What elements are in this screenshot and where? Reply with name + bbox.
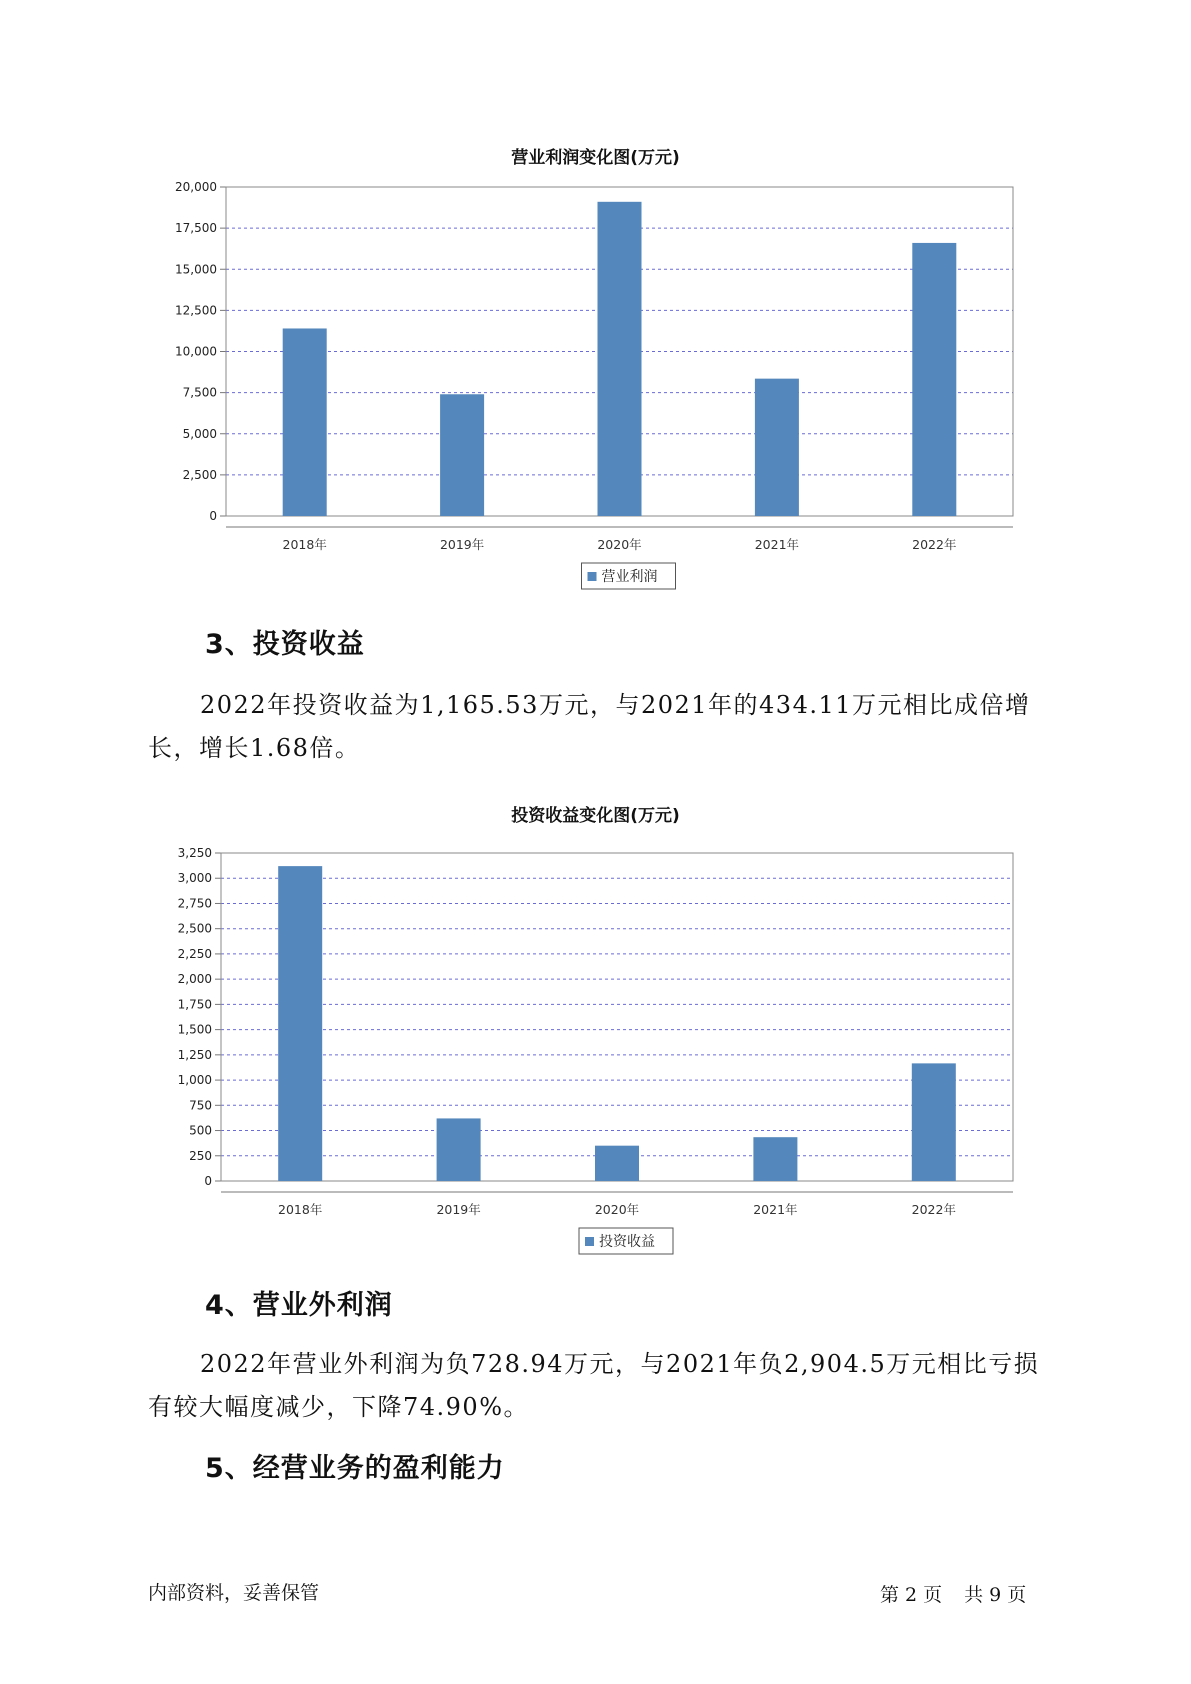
y-tick-label: 1,250	[177, 1047, 212, 1062]
x-tick-label: 2018年	[282, 537, 327, 552]
y-tick-label: 750	[189, 1098, 212, 1113]
y-tick-label: 2,250	[177, 946, 212, 961]
x-tick-label: 2019年	[439, 537, 485, 552]
y-tick-label: 10,000	[175, 344, 217, 359]
x-tick-label: 2018年	[278, 1202, 323, 1217]
footer-page-suffix: 页	[923, 1584, 943, 1606]
legend-label: 投资收益	[599, 1234, 655, 1250]
x-tick-label: 2020年	[597, 537, 642, 552]
chart-title-operating-profit: 营业利润变化图(万元)	[511, 148, 680, 168]
y-tick-label: 2,500	[177, 921, 212, 936]
section-heading-non-operating-profit: 4、营业外利润	[205, 1290, 393, 1321]
footer-total-prefix: 共	[964, 1584, 984, 1606]
y-tick-label: 500	[189, 1123, 212, 1138]
x-tick-label: 2021年	[753, 1202, 798, 1217]
bar	[753, 1137, 797, 1181]
y-tick-label: 20,000	[175, 180, 217, 194]
chart-title-investment-income: 投资收益变化图(万元)	[511, 806, 680, 826]
footer-page-prefix: 第	[880, 1584, 900, 1606]
y-tick-label: 3,000	[177, 871, 212, 886]
paragraph-non-operating-profit: 2022年营业外利润为负728.94万元，与2021年负2,904.5万元相比亏损有较大幅度减少，下降74.90%。	[148, 1350, 1040, 1421]
section-heading-investment-income: 3、投资收益	[205, 629, 365, 660]
legend-label: 营业利润	[601, 569, 658, 585]
x-tick-label: 2020年	[594, 1202, 640, 1217]
chart-operating-profit	[0, 160, 1191, 600]
x-tick-label: 2019年	[436, 1202, 481, 1217]
bar	[595, 1146, 639, 1181]
y-tick-label: 250	[189, 1148, 212, 1163]
bar	[283, 328, 327, 516]
y-tick-label: 1,750	[177, 997, 212, 1012]
y-tick-label: 3,250	[177, 846, 212, 860]
footer-confidential-note: 内部资料，妥善保管	[148, 1582, 320, 1604]
plot-frame	[221, 853, 1013, 1181]
x-tick-label: 2022年	[912, 537, 957, 552]
x-tick-label: 2022年	[911, 1202, 956, 1217]
y-tick-label: 17,500	[175, 221, 217, 236]
y-tick-label: 2,500	[182, 467, 217, 482]
y-tick-label: 0	[209, 509, 217, 523]
chart-investment-income	[0, 830, 1191, 1270]
y-tick-label: 1,500	[177, 1022, 212, 1037]
y-tick-label: 2,750	[177, 896, 212, 911]
footer-total-pages: 9	[989, 1584, 1002, 1606]
y-tick-label: 2,000	[177, 972, 212, 987]
y-tick-label: 0	[204, 1174, 212, 1188]
y-tick-label: 12,500	[175, 303, 217, 318]
bar	[598, 202, 642, 516]
bar	[278, 866, 322, 1181]
y-tick-label: 5,000	[182, 426, 217, 441]
y-tick-label: 7,500	[182, 385, 217, 400]
section-heading-business-profitability: 5、经营业务的盈利能力	[205, 1453, 505, 1484]
legend-swatch	[585, 1237, 594, 1246]
paragraph-investment-income: 2022年投资收益为1,165.53万元，与2021年的434.11万元相比成倍增长，增长1.68倍。	[148, 691, 1031, 762]
bar	[912, 1063, 956, 1181]
bar	[440, 394, 484, 516]
x-tick-label: 2021年	[754, 537, 800, 552]
footer-total-suffix: 页	[1007, 1584, 1027, 1606]
legend-swatch	[588, 572, 597, 581]
bar	[437, 1118, 481, 1181]
footer-page-indicator	[880, 1580, 1032, 1607]
bar	[755, 379, 799, 516]
y-tick-label: 15,000	[175, 262, 217, 277]
y-tick-label: 1,000	[177, 1073, 212, 1088]
bar	[912, 243, 956, 516]
footer-page-number: 2	[905, 1584, 918, 1606]
